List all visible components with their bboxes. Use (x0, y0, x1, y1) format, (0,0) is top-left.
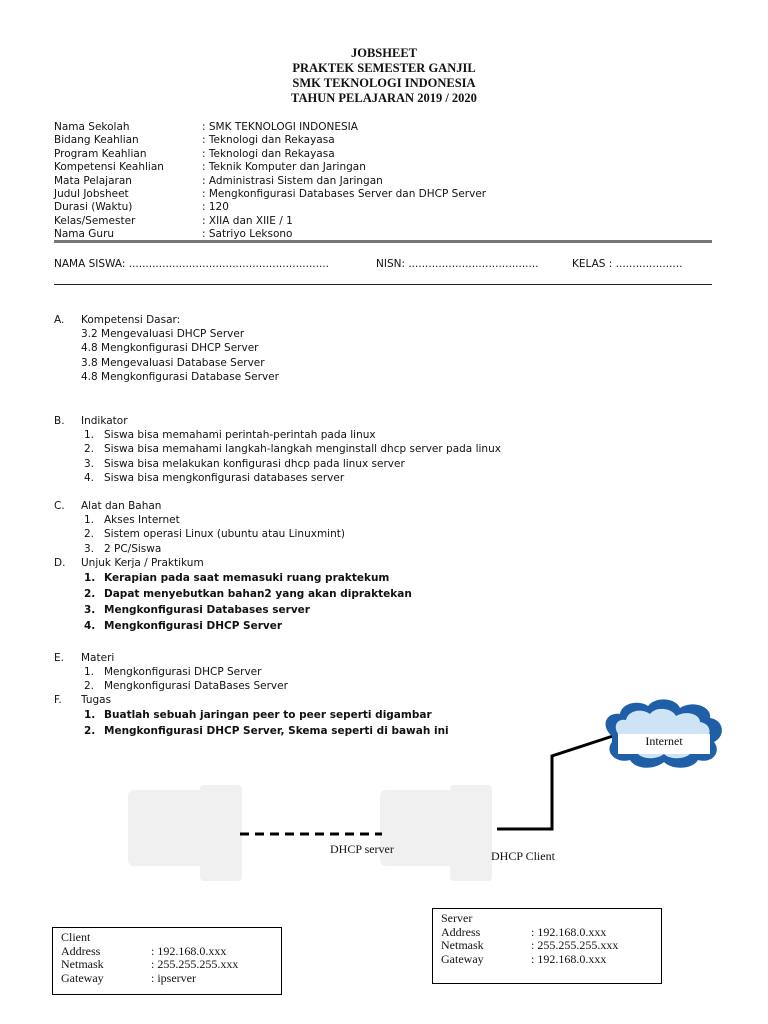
item-text: Siswa bisa melakukan konfigurasi dhcp pada linux server (104, 457, 405, 470)
info-label: Kelas/Semester (54, 214, 136, 227)
item-number: 4. (84, 620, 96, 633)
item-number: 3. (84, 604, 96, 617)
item-number: 1. (84, 514, 95, 527)
item-text: 2 PC/Siswa (104, 542, 162, 555)
section-letter: B. (54, 415, 65, 427)
item-text: Kerapian pada saat memasuki ruang praktekum (104, 572, 390, 585)
section-title: Kompetensi Dasar: (81, 314, 181, 326)
section-letter: C. (54, 500, 65, 512)
config-row (441, 953, 653, 967)
config-key: Address (441, 924, 481, 939)
config-row (441, 926, 653, 940)
item-number: 1. (84, 666, 95, 679)
item-number: 2. (84, 680, 95, 693)
item-number: 4. (84, 471, 95, 484)
item-number: 1. (84, 572, 96, 585)
info-label: Kompetensi Keahlian (54, 161, 164, 174)
config-value: : 192.168.0.xxx (151, 943, 227, 958)
config-row (61, 972, 273, 986)
config-key: Gateway (61, 970, 104, 985)
item-text: Buatlah sebuah jaringan peer to peer seperti digambar (104, 709, 432, 722)
header-school: SMK TEKNOLOGI INDONESIA (292, 76, 476, 90)
item-number: 1. (84, 429, 95, 442)
info-value: : Satriyo Leksono (202, 228, 293, 241)
header-semester: PRAKTEK SEMESTER GANJIL (292, 61, 476, 75)
student-nisn-field[interactable]: NISN: ....................................... (376, 258, 539, 270)
box-title: Client (61, 930, 91, 944)
section-letter: F. (54, 694, 62, 706)
info-label: Judul Jobsheet (54, 188, 129, 201)
item-text: Siswa bisa memahami langkah-langkah menginstall dhcp server pada linux (104, 443, 501, 456)
info-label: Mata Pelajaran (54, 174, 132, 187)
section-title: Indikator (81, 415, 128, 427)
item-number: 2. (84, 725, 96, 738)
config-key: Gateway (441, 951, 484, 966)
item-number: 3. (84, 457, 95, 470)
info-label: Program Keahlian (54, 147, 147, 160)
header-year: TAHUN PELAJARAN 2019 / 2020 (291, 91, 477, 105)
info-value: : Teknologi dan Rekayasa (202, 134, 335, 147)
config-value: : ipserver (151, 970, 196, 985)
info-value: : 120 (202, 201, 229, 214)
info-value: : Teknik Komputer dan Jaringan (202, 161, 366, 174)
item-text: Mengkonfigurasi DHCP Server (104, 620, 283, 633)
list-item: 3.2 Mengevaluasi DHCP Server (81, 328, 245, 341)
item-text: Mengkonfigurasi DataBases Server (104, 680, 288, 693)
config-value: : 255.255.255.xxx (151, 957, 239, 971)
item-text: Dapat menyebutkan bahan2 yang akan dipraktekan (104, 588, 412, 601)
section-title: Unjuk Kerja / Praktikum (81, 557, 204, 569)
info-value: : SMK TEKNOLOGI INDONESIA (202, 121, 358, 133)
dhcp-client-label: DHCP Client (491, 849, 555, 863)
info-value: : Teknologi dan Rekayasa (202, 147, 335, 160)
info-value: : Administrasi Sistem dan Jaringan (202, 174, 383, 187)
item-text: Akses Internet (104, 514, 180, 527)
header-title: JOBSHEET (351, 46, 417, 60)
info-label: Nama Sekolah (54, 121, 130, 133)
pc-left-icon (128, 785, 242, 881)
item-text: Mengkonfigurasi DHCP Server (104, 666, 262, 679)
section-title: Materi (81, 652, 115, 664)
config-value: : 255.255.255.xxx (531, 938, 619, 952)
item-number: 2. (84, 588, 96, 601)
section-letter: D. (54, 557, 66, 569)
info-label: Durasi (Waktu) (54, 201, 133, 214)
internet-label: Internet (618, 734, 710, 754)
config-row (61, 958, 273, 972)
section-letter: E. (54, 652, 64, 664)
dhcp-server-label: DHCP server (330, 842, 394, 856)
server-config-box (432, 908, 662, 984)
config-key: Address (61, 943, 101, 958)
client-config-box (52, 927, 282, 995)
config-key: Netmask (441, 938, 484, 952)
item-number: 2. (84, 528, 95, 541)
box-title: Server (441, 911, 473, 925)
list-item: 4.8 Mengkonfigurasi Database Server (81, 370, 279, 383)
item-number: 3. (84, 542, 95, 555)
config-row (61, 945, 273, 959)
section-title: Alat dan Bahan (81, 500, 162, 512)
item-text: Mengkonfigurasi DHCP Server, Skema seperti di bawah ini (104, 725, 449, 738)
item-number: 1. (84, 709, 96, 722)
list-item: 4.8 Mengkonfigurasi DHCP Server (81, 342, 259, 355)
config-value: : 192.168.0.xxx (531, 924, 607, 939)
config-key: Netmask (61, 957, 104, 971)
student-name-field[interactable]: NAMA SISWA: ............................................................ (54, 258, 329, 270)
student-class-field[interactable]: KELAS : .................... (572, 258, 683, 270)
info-label: Nama Guru (54, 228, 115, 241)
item-text: Mengkonfigurasi Databases server (104, 604, 310, 617)
internet-link (497, 735, 616, 829)
item-text: Sistem operasi Linux (ubuntu atau Linuxmint) (104, 528, 345, 541)
info-value: : Mengkonfigurasi Databases Server dan DHCP Server (202, 188, 487, 201)
item-text: Siswa bisa memahami perintah-perintah pada linux (104, 429, 376, 442)
config-value: : 192.168.0.xxx (531, 951, 607, 966)
info-label: Bidang Keahlian (54, 134, 139, 147)
section-letter: A. (54, 314, 65, 326)
list-item: 3.8 Mengevaluasi Database Server (81, 356, 265, 369)
item-text: Siswa bisa mengkonfigurasi databases server (104, 471, 345, 484)
item-number: 2. (84, 443, 95, 456)
section-title: Tugas (81, 694, 112, 706)
pc-middle-icon (380, 785, 492, 881)
info-value: : XIIA dan XIIE / 1 (202, 214, 293, 227)
config-row (441, 939, 653, 953)
